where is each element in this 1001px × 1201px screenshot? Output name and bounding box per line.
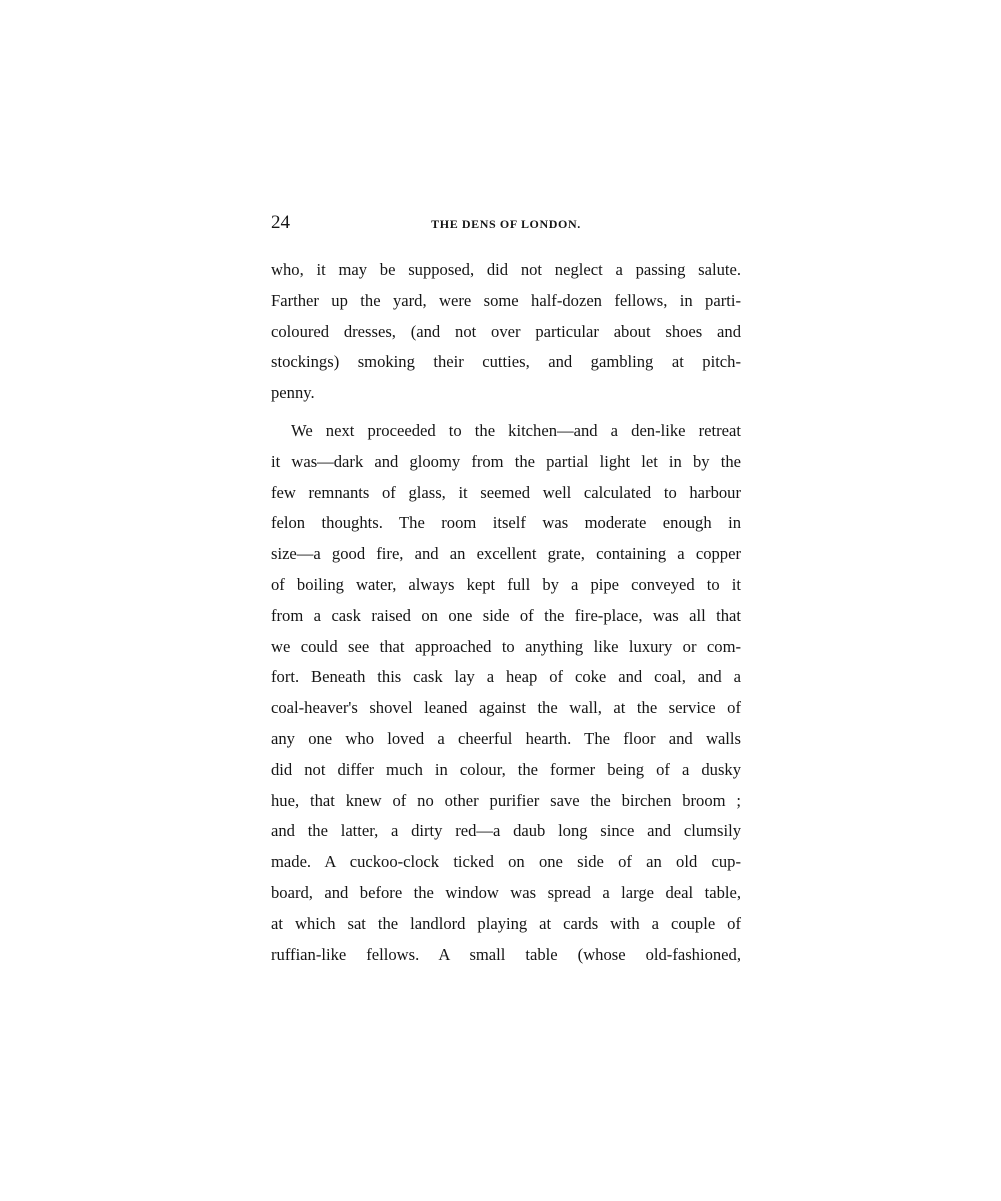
text-line: it was—dark and gloomy from the partial light let in by the (271, 451, 741, 471)
text-line: from a cask raised on one side of the fire-place, was all that (271, 605, 741, 625)
text-line: did not differ much in colour, the former being of a dusky (271, 759, 741, 779)
text-line: any one who loved a cheerful hearth. The floor and walls (271, 728, 741, 748)
paragraph-1 (271, 255, 741, 409)
page-number: 24 (271, 212, 290, 233)
text-line: and the latter, a dirty red—a daub long since and clumsily (271, 821, 741, 841)
text-line: at which sat the landlord playing at cards with a couple of (271, 913, 741, 933)
text-line: We next proceeded to the kitchen—and a den-like retreat (291, 420, 741, 440)
text-line: we could see that approached to anything like luxury or com- (271, 636, 741, 656)
text-line: Farther up the yard, were some half-dozen fellows, in parti- (271, 290, 741, 310)
running-head (271, 210, 741, 236)
paragraph-2 (271, 416, 741, 970)
text-line: ruffian-like fellows. A small table (whose old-fashioned, (271, 944, 741, 964)
text-line: of boiling water, always kept full by a pipe conveyed to it (271, 574, 741, 594)
text-line: few remnants of glass, it seemed well calculated to harbour (271, 482, 741, 502)
text-line: stockings) smoking their cutties, and gambling at pitch- (271, 352, 741, 372)
text-line: felon thoughts. The room itself was moderate enough in (271, 513, 741, 533)
body-text (271, 255, 741, 970)
text-line: penny. (271, 383, 315, 403)
text-line: who, it may be supposed, did not neglect a passing salute. (271, 260, 741, 279)
paragraph-gap (271, 409, 741, 416)
text-line: size—a good fire, and an excellent grate, containing a copper (271, 544, 741, 564)
running-title: THE DENS OF LONDON. (431, 217, 581, 231)
text-line: coloured dresses, (and not over particular about shoes and (271, 321, 741, 341)
text-line: fort. Beneath this cask lay a heap of coke and coal, and a (271, 667, 741, 687)
text-line: made. A cuckoo-clock ticked on one side of an old cup- (271, 852, 741, 872)
text-line: board, and before the window was spread a large deal table, (271, 882, 741, 902)
text-line: coal-heaver's shovel leaned against the wall, at the service of (271, 698, 741, 718)
text-line: hue, that knew of no other purifier save the birchen broom ; (271, 790, 741, 810)
